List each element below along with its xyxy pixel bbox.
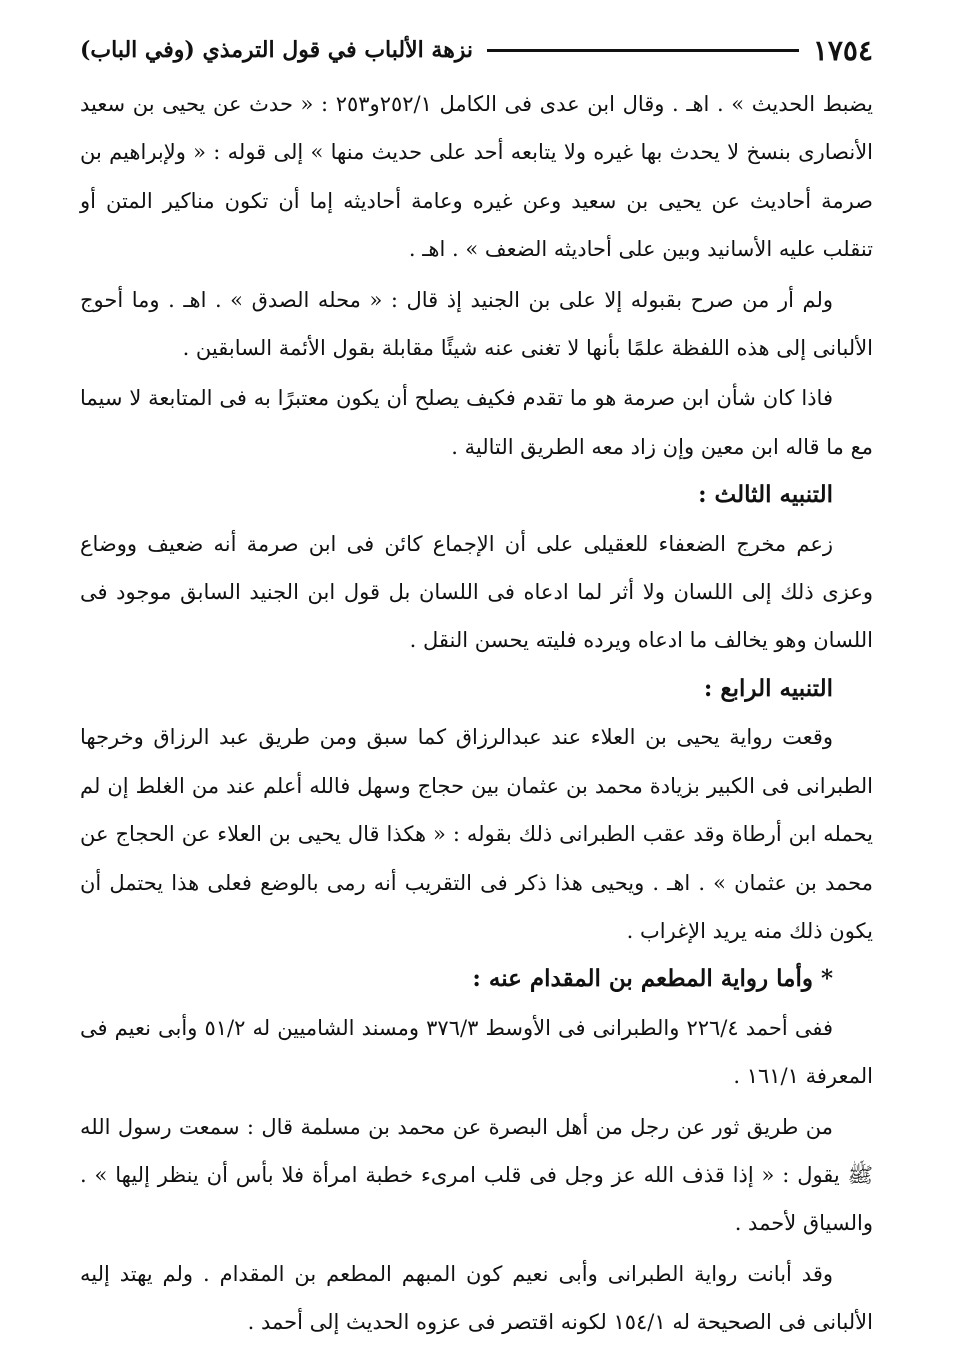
section-heading: التنبيه الرابع : (703, 674, 833, 702)
section-heading: * وأما رواية المطعم بن المقدام عنه : (472, 965, 833, 993)
paragraph: يضبط الحديث » . اهـ . وقال ابن عدى فى الكامل ٢٥٢/١و٢٥٣ : « حدث عن يحيى بن سعيد الأنصارى بنسخ لا يحدث بها غيره ولا يتابعه أحد على حديث منها » إلى قوله : « ولإبراهيم بن صرمة أحاديث عن يحيى بن سعيد وعن غيره وعامة أحاديثه إما أن تكون مناكير المتن أو تنقلب عليه الأسانيد وبين على أحاديثه الضعف » . اهـ . (80, 92, 873, 262)
paragraph: وقد أبانت رواية الطبرانى وأبى نعيم كون المبهم المطعم بن المقدام . ولم يهتد إليه الألبانى فى الصحيحة له ١٥٤/١ لكونه اقتصر فى عزوه الحديث إلى أحمد . (80, 1261, 873, 1335)
page-number: ١٧٥٤ (812, 33, 873, 67)
paragraph: وقعت رواية يحيى بن العلاء عند عبدالرزاق كما سبق ومن طريق عبد الرزاق وخرجها الطبرانى فى الكبير بزيادة محمد بن عثمان بين حجاج وسهل فالله أعلم عند من الغلط إن لم يحمله ابن أرطاة وقد عقب الطبرانى ذلك بقوله : « هكذا قال يحيى بن العلاء عن الحجاج عن محمد بن عثمان » . اهـ . ويحيى هذا ذكر فى التقريب أنه رمى بالوضع فعلى هذا يحتمل أن يكون ذلك منه يريد الإغراب . (80, 725, 873, 943)
section-heading: التنبيه الثالث : (698, 481, 833, 509)
running-title: نزهة الألباب في قول الترمذي (وفي الباب) (80, 37, 474, 63)
paragraph: فاذا كان شأن ابن صرمة هو ما تقدم فكيف يصلح أن يكون معتبرًا به فى المتابعة لا سيما مع ما قاله ابن معين وإن زاد معه الطريق التالية . (80, 386, 873, 459)
paragraph: ولم أر من صرح بقبوله إلا على بن الجنيد إذ قال : « محله الصدق » . اهـ . وما أحوج الألبانى إلى هذه اللفظة علمًا بأنها لا تغنى عنه شيئًا مقابلة بقول الأئمة السابقين . (80, 287, 873, 361)
paragraph: ففى أحمد ٢٢٦/٤ والطبرانى فى الأوسط ٣٧٦/٣ ومسند الشاميين له ٥١/٢ وأبى نعيم فى المعرفة ١٦١/١ . (80, 1015, 873, 1089)
header-rule (487, 49, 799, 52)
body-text (80, 80, 873, 1335)
paragraph: زعم مخرج الضعفاء للعقيلى على أن الإجماع كائن فى ابن صرمة أنه ضعيف ووضاع وعزى ذلك إلى اللسان ولا أثر لما ادعاه فى اللسان بل قول ابن الجنيد السابق موجود فى اللسان وهو يخالف ما ادعاه ويرده فليته يحسن النقل . (80, 531, 873, 653)
page-header (80, 30, 873, 70)
paragraph: من طريق ثور عن رجل من أهل البصرة عن محمد بن مسلمة قال : سمعت رسول الله ﷺ يقول : « إذا قذف الله عز وجل فى قلب امرىء خطبة امرأة فلا بأس أن ينظر إليها » . والسياق لأحمد . (80, 1114, 873, 1236)
